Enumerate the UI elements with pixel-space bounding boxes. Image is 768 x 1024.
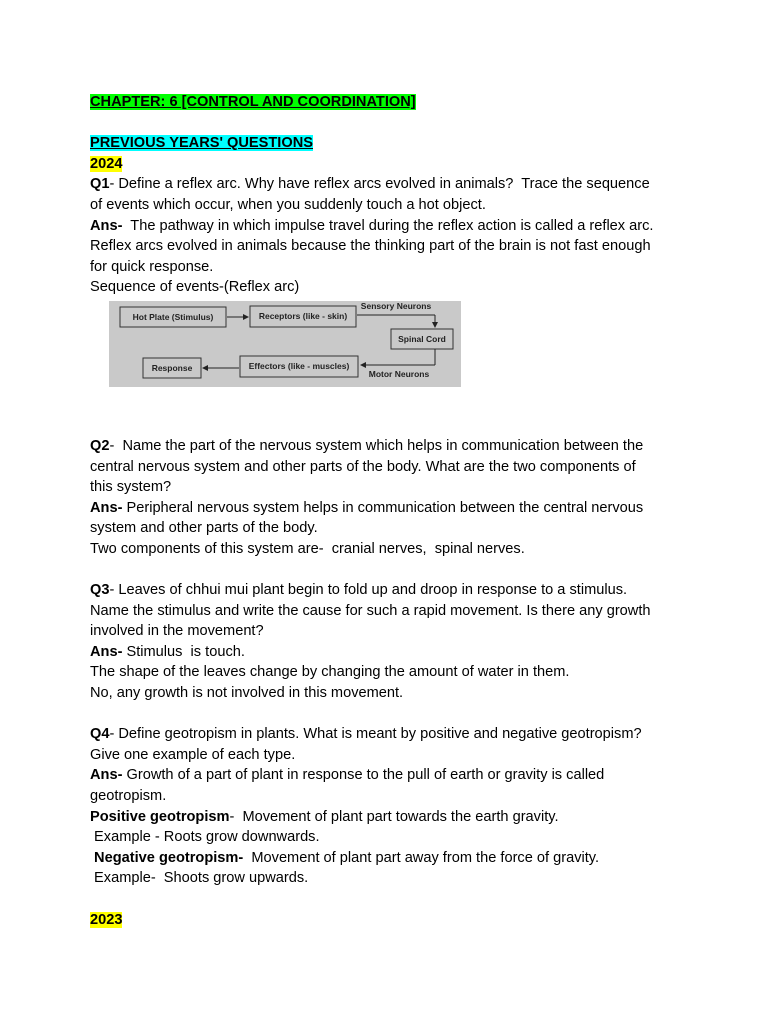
- q3-question-line: involved in the movement?: [90, 623, 264, 640]
- q3-question-text: - Leaves of chhui mui plant begin to fold up and droop in response to a stimulus.: [109, 582, 628, 599]
- q4-ans-label: Ans-: [90, 767, 123, 784]
- q2-question-line: central nervous system and other parts of the body. What are the two components of: [90, 458, 636, 475]
- spacer: [90, 704, 690, 725]
- q4-negative-line: [90, 848, 690, 869]
- motor-label: Motor Neurons: [368, 368, 430, 379]
- q4-answer-line: geotropism.: [90, 788, 167, 805]
- spacer: [90, 113, 690, 134]
- q2-answer-text: Peripheral nervous system helps in communication between the central nervous: [122, 499, 644, 516]
- spacer: [90, 889, 690, 910]
- q3-answer-text: Stimulus is touch.: [122, 643, 245, 660]
- section-heading: [90, 133, 690, 154]
- spinal-cord-label: Spinal Cord: [398, 333, 446, 344]
- q3-answer-line: No, any growth is not involved in this movement.: [90, 685, 404, 702]
- q2-label: Q2: [90, 437, 110, 454]
- document-page: [90, 92, 690, 930]
- q4-negative-text: Movement of plant part away from the force of gravity.: [243, 849, 600, 866]
- q4-question-line: [90, 724, 690, 745]
- q2-question-text: - Name the part of the nervous system which helps in communication between the: [109, 437, 644, 454]
- q3-question-line: Name the stimulus and write the cause for such a rapid movement. Is there any growth: [90, 602, 651, 619]
- q1-question-text: - Define a reflex arc. Why have reflex arcs evolved in animals? Trace the sequence: [109, 176, 650, 193]
- q1-ans-label: Ans-: [90, 217, 123, 234]
- q4-positive-label: Positive geotropism: [90, 808, 230, 825]
- q1-answer-line: Sequence of events-(Reflex arc): [90, 279, 300, 296]
- q4-negative-example: Example- Shoots grow upwards.: [90, 870, 309, 887]
- year-2024: 2024: [90, 155, 123, 172]
- q4-question-line: Give one example of each type.: [90, 746, 296, 763]
- q2-question-line: [90, 436, 690, 457]
- q4-positive-example: Example - Roots grow downwards.: [90, 829, 320, 846]
- q4-label: Q4: [90, 726, 110, 743]
- q1-label: Q1: [90, 176, 110, 193]
- q2-answer-line: [90, 498, 690, 519]
- receptors-label: Receptors (like - skin): [258, 310, 348, 321]
- q4-positive-line: [90, 807, 690, 828]
- q1-question-line: of events which occur, when you suddenly touch a hot object.: [90, 196, 486, 213]
- chapter-title: CHAPTER: 6 [CONTROL AND COORDINATION]: [90, 94, 416, 110]
- sensory-label: Sensory Neurons: [360, 300, 432, 311]
- q3-answer-line: [90, 642, 690, 663]
- q1-question-line: [90, 174, 690, 195]
- q3-question-line: [90, 580, 690, 601]
- spacer: [90, 560, 690, 581]
- q2-answer-line: Two components of this system are- cranial nerves, spinal nerves.: [90, 540, 525, 557]
- q3-ans-label: Ans-: [90, 643, 123, 660]
- q4-question-text: - Define geotropism in plants. What is meant by positive and negative geotropism?: [109, 726, 642, 743]
- spacer: [90, 387, 690, 436]
- q2-question-line: this system?: [90, 479, 172, 496]
- q4-answer-text: Growth of a part of plant in response to the pull of earth or gravity is called: [122, 767, 605, 784]
- year-heading-2023: [90, 910, 690, 931]
- q3-answer-line: The shape of the leaves change by changing the amount of water in them.: [90, 664, 570, 681]
- effectors-label: Effectors (like - muscles): [248, 360, 350, 371]
- year-heading-2024: [90, 154, 690, 175]
- q3-label: Q3: [90, 582, 110, 599]
- q1-answer-line: [90, 216, 690, 237]
- year-2023: 2023: [90, 911, 123, 928]
- q1-answer-text: The pathway in which impulse travel during the reflex action is called a reflex arc.: [122, 217, 654, 234]
- reflex-arc-svg: [109, 301, 461, 387]
- section-title: PREVIOUS YEARS' QUESTIONS: [90, 135, 313, 152]
- chapter-heading: [90, 92, 690, 113]
- q4-negative-label: Negative geotropism-: [90, 849, 244, 866]
- q4-answer-line: [90, 765, 690, 786]
- hot-plate-label: Hot Plate (Stimulus): [132, 311, 214, 322]
- q2-answer-line: system and other parts of the body.: [90, 520, 318, 537]
- q1-answer-line: for quick response.: [90, 258, 214, 275]
- q1-answer-line: Reflex arcs evolved in animals because the thinking part of the brain is not fast enough: [90, 238, 651, 255]
- reflex-arc-diagram: [109, 301, 461, 387]
- q4-positive-text: - Movement of plant part towards the earth gravity.: [229, 808, 559, 825]
- q2-ans-label: Ans-: [90, 499, 123, 516]
- response-label: Response: [151, 362, 193, 373]
